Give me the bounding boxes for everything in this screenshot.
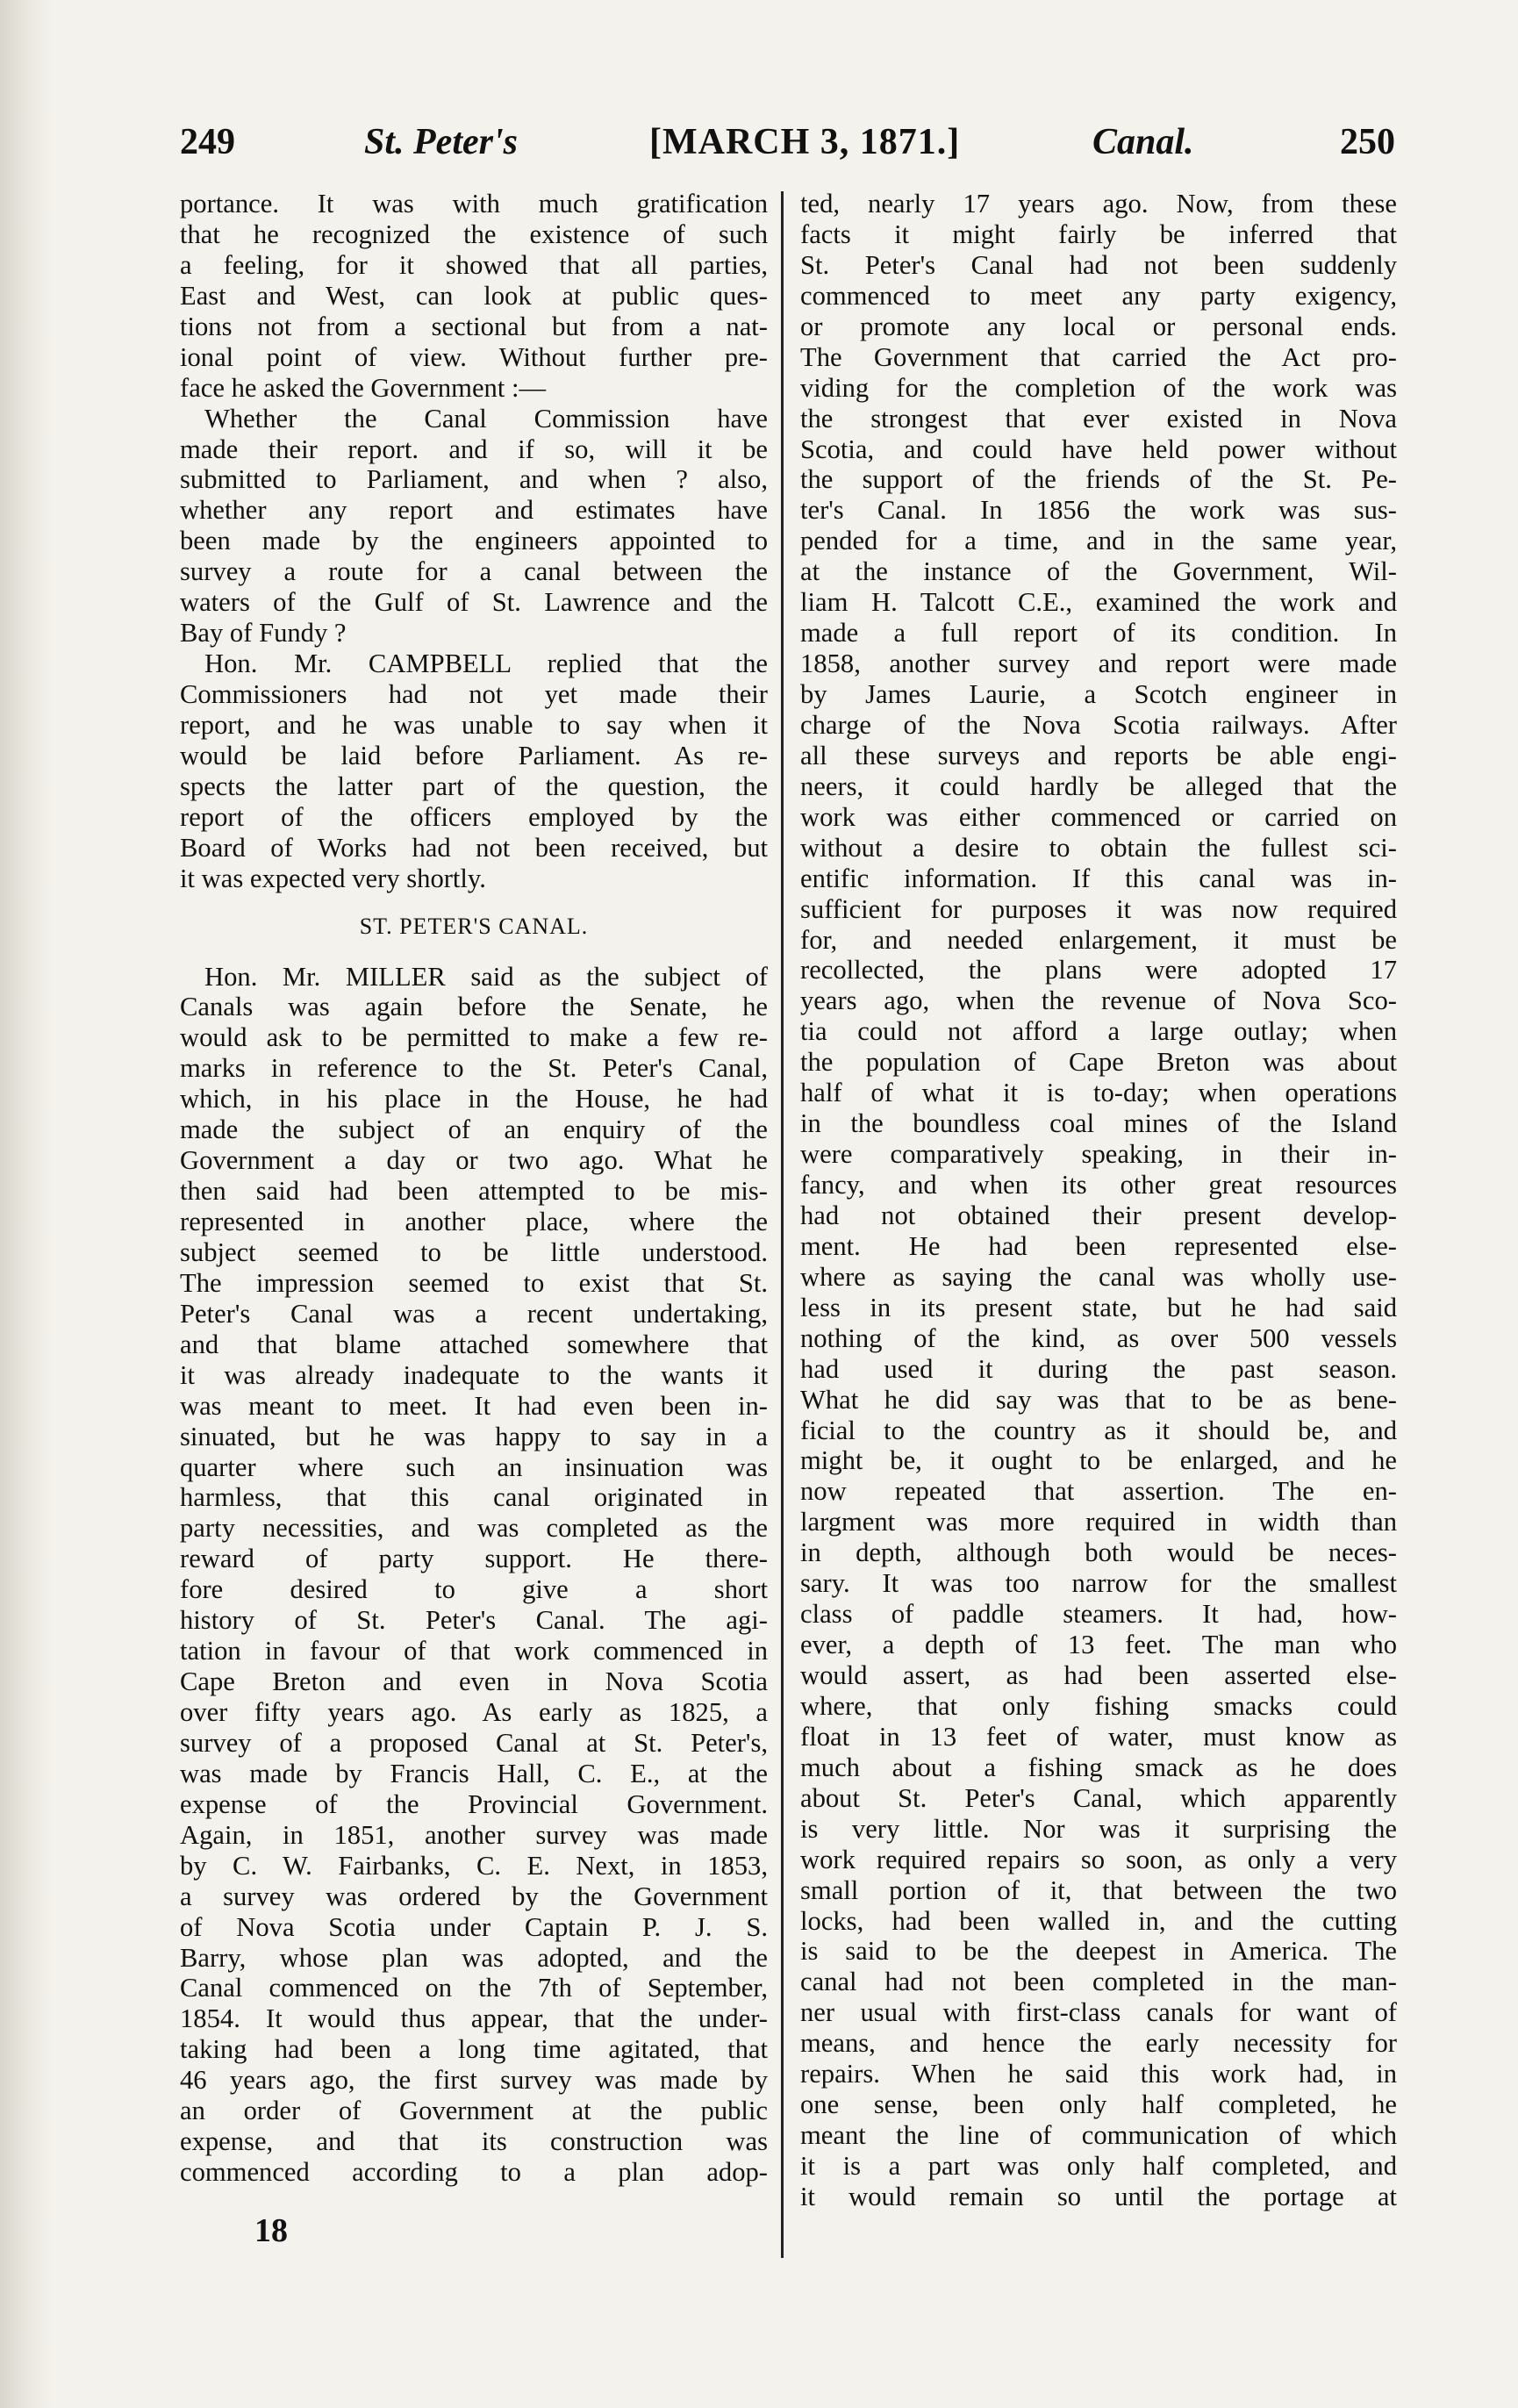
text-line: What he did say was that to be as bene- (800, 1384, 1397, 1415)
text-line: face he asked the Government :— (180, 372, 547, 403)
text-line: repairs. When he said this work had, in (800, 2059, 1397, 2089)
text-line: portance. It was with much gratification (180, 189, 768, 219)
text-line: about St. Peter's Canal, which apparently (800, 1782, 1397, 1813)
text-line: made a full report of its condition. In (800, 618, 1397, 649)
text-line: sinuated, but he was happy to say in a (180, 1421, 768, 1451)
text-line: reward of party support. He there- (180, 1544, 768, 1574)
text-line: 1858, another survey and report were made (800, 649, 1397, 679)
text-line: it was already inadequate to the wants it (180, 1359, 768, 1390)
text-line: survey a route for a canal between the (180, 556, 768, 587)
text-line: small portion of it, that between the two (800, 1874, 1397, 1905)
text-line: which, in his place in the House, he had (180, 1084, 768, 1114)
text-line: work required repairs so soon, as only a very (800, 1844, 1397, 1874)
text-line: in depth, although both would be neces- (800, 1537, 1397, 1568)
text-line: expense of the Provincial Government. (180, 1788, 768, 1819)
text-line: canal had not been completed in the man- (800, 1967, 1397, 1997)
text-line: float in 13 feet of water, must know as (800, 1721, 1397, 1752)
text-line: tia could not afford a large outlay; when (800, 1016, 1397, 1047)
text-line: East and West, can look at public ques- (180, 280, 768, 311)
text-line: by James Laurie, a Scotch engineer in (800, 679, 1397, 709)
text-line: were comparatively speaking, in their in- (800, 1139, 1397, 1170)
text-line: and that blame attached somewhere that (180, 1329, 768, 1359)
running-date: [MARCH 3, 1871.] (649, 122, 961, 162)
text-line: liam H. Talcott C.E., examined the work and (800, 587, 1397, 618)
text-line: where as saying the canal was wholly use- (800, 1261, 1397, 1292)
text-line: The impression seemed to exist that St. (180, 1267, 768, 1298)
text-line: waters of the Gulf of St. Lawrence and the (180, 587, 768, 618)
text-line: sufficient for purposes it was now required (800, 893, 1397, 924)
page-header (180, 121, 1395, 183)
page-number-right: 250 (1340, 122, 1395, 162)
text-line: half of what it is to-day; when operations (800, 1078, 1397, 1108)
text-line: without a desire to obtain the fullest sci- (800, 832, 1397, 863)
text-line: survey of a proposed Canal at St. Peter's, (180, 1727, 768, 1758)
text-line: largment was more required in width than (800, 1507, 1397, 1537)
text-line: submitted to Parliament, and when ? also, (180, 464, 768, 495)
text-line: ment. He had been represented else- (800, 1230, 1397, 1261)
text-line: was meant to meet. It had even been in- (180, 1390, 768, 1421)
text-line: a survey was ordered by the Government (180, 1881, 768, 1911)
text-line: ted, nearly 17 years ago. Now, from these (800, 189, 1397, 219)
paragraph-campbell-reply (180, 649, 768, 894)
text-line: all these surveys and reports be able engi- (800, 740, 1397, 770)
text-line: it would remain so until the portage at (800, 2181, 1397, 2211)
text-line: commenced according to a plan adop- (180, 2157, 768, 2188)
text-line: had not obtained their present develop- (800, 1200, 1397, 1230)
text-line: at the instance of the Government, Wil- (800, 556, 1397, 587)
text-line: ional point of view. Without further pre- (180, 341, 768, 372)
running-title-right: Canal. (1092, 122, 1194, 162)
text-line: would be laid before Parliament. As re- (180, 740, 768, 770)
text-line: less in its present state, but he had said (800, 1292, 1397, 1322)
text-line: or promote any local or personal ends. (800, 311, 1397, 341)
text-line: Board of Works had not been received, but (180, 832, 768, 863)
text-line: is very little. Nor was it surprising the (800, 1813, 1397, 1844)
text-line: taking had been a long time agitated, that (180, 2034, 768, 2065)
text-line: of Nova Scotia under Captain P. J. S. (180, 1911, 768, 1942)
text-line: pended for a time, and in the same year, (800, 526, 1397, 556)
text-line: Cape Breton and even in Nova Scotia (180, 1666, 768, 1697)
text-line: tation in favour of that work commenced in (180, 1636, 768, 1666)
text-line: harmless, that this canal originated in (180, 1482, 768, 1513)
text-line: made the subject of an enquiry of the (180, 1114, 768, 1145)
text-line: report of the officers employed by the (180, 801, 768, 832)
text-line: Commissioners had not yet made their (180, 679, 768, 709)
text-line: Barry, whose plan was adopted, and the (180, 1942, 768, 1973)
text-line: 1854. It would thus appear, that the under- (180, 2003, 768, 2034)
text-line: entific information. If this canal was in- (800, 863, 1397, 893)
signature-mark: 18 (254, 2212, 288, 2249)
text-line: for, and needed enlargement, it must be (800, 924, 1397, 955)
running-title-left: St. Peter's (364, 122, 518, 162)
text-line: ficial to the country as it should be, and (800, 1415, 1397, 1445)
text-line: an order of Government at the public (180, 2096, 768, 2126)
text-line: Government a day or two ago. What he (180, 1145, 768, 1176)
text-line: The Government that carried the Act pro- (800, 341, 1397, 372)
text-line: nothing of the kind, as over 500 vessels (800, 1322, 1397, 1353)
text-line: is said to be the deepest in America. The (800, 1936, 1397, 1967)
text-line: by C. W. Fairbanks, C. E. Next, in 1853, (180, 1850, 768, 1881)
text-line: fore desired to give a short (180, 1574, 768, 1605)
text-line: represented in another place, where the (180, 1207, 768, 1236)
text-line: the support of the friends of the St. Pe- (800, 464, 1397, 495)
text-line: fancy, and when its other great resources (800, 1170, 1397, 1200)
text-line: been made by the engineers appointed to (180, 526, 768, 556)
text-line: spects the latter part of the question, the (180, 770, 768, 801)
text-line: viding for the completion of the work was (800, 372, 1397, 403)
text-line: ner usual with first-class canals for want of (800, 1997, 1397, 2028)
text-line: facts it might fairly be inferred that (800, 219, 1397, 249)
text-line: commenced to meet any party exigency, (800, 280, 1397, 311)
text-line: ter's Canal. In 1856 the work was sus- (800, 495, 1397, 526)
text-line: was made by Francis Hall, C. E., at the (180, 1758, 768, 1788)
paragraph-continued (800, 189, 1397, 2212)
text-line: would assert, as had been asserted else- (800, 1660, 1397, 1690)
text-line: subject seemed to be little understood. (180, 1236, 768, 1267)
text-line: history of St. Peter's Canal. The agi- (180, 1605, 768, 1636)
text-line: a feeling, for it showed that all parties, (180, 249, 768, 280)
scan-edge-shadow (0, 0, 53, 2408)
text-line: had used it during the past season. (800, 1353, 1397, 1384)
right-column (800, 189, 1397, 2212)
text-line: Peter's Canal was a recent undertaking, (180, 1298, 768, 1329)
text-line: one sense, been only half completed, he (800, 2089, 1397, 2120)
text-line: over fifty years ago. As early as 1825, a (180, 1697, 768, 1727)
text-line: that he recognized the existence of such (180, 219, 768, 249)
text-line: Canal commenced on the 7th of September, (180, 1973, 768, 2003)
text-line: Bay of Fundy ? (180, 618, 347, 649)
text-line: it is a part was only half completed, and (800, 2151, 1397, 2181)
left-column (180, 189, 768, 2188)
text-line: work was either commenced or carried on (800, 801, 1397, 832)
text-line: report, and he was unable to say when it (180, 709, 768, 740)
text-line: quarter where such an insinuation was (180, 1451, 768, 1482)
text-line: marks in reference to the St. Peter's Canal, (180, 1053, 768, 1084)
text-line: charge of the Nova Scotia railways. After (800, 709, 1397, 740)
text-line: might be, it ought to be enlarged, and he (800, 1445, 1397, 1476)
text-line: St. Peter's Canal had not been suddenly (800, 249, 1397, 280)
text-line: class of paddle steamers. It had, how- (800, 1599, 1397, 1630)
text-line: the population of Cape Breton was about (800, 1047, 1397, 1078)
paragraph-portance (180, 189, 768, 404)
text-line: recollected, the plans were adopted 17 (800, 955, 1397, 985)
text-line: Canals was again before the Senate, he (180, 992, 768, 1022)
text-line: years ago, when the revenue of Nova Sco- (800, 985, 1397, 1016)
page-number-left: 249 (180, 122, 235, 162)
text-line: sary. It was too narrow for the smallest (800, 1568, 1397, 1599)
text-line: Whether the Canal Commission have (204, 403, 768, 434)
text-line: would ask to be permitted to make a few re- (180, 1022, 768, 1053)
text-line: where, that only fishing smacks could (800, 1690, 1397, 1721)
text-line: now repeated that assertion. The en- (800, 1476, 1397, 1507)
text-line: neers, it could hardly be alleged that the (800, 770, 1397, 801)
text-line: 46 years ago, the first survey was made by (180, 2065, 768, 2096)
text-line: Scotia, and could have held power without (800, 434, 1397, 464)
text-line: made their report. and if so, will it be (180, 434, 768, 464)
text-line: means, and hence the early necessity for (800, 2028, 1397, 2059)
paragraph-question (180, 404, 768, 649)
text-line: party necessities, and was completed as the (180, 1513, 768, 1544)
paragraph-miller (180, 962, 768, 2189)
text-line: Hon. Mr. CAMPBELL replied that the (204, 649, 768, 679)
text-line: Hon. Mr. MILLER said as the subject of (204, 961, 768, 992)
text-line: much about a fishing smack as he does (800, 1752, 1397, 1782)
text-line: whether any report and estimates have (180, 495, 768, 526)
text-line: in the boundless coal mines of the Island (800, 1108, 1397, 1139)
text-line: expense, and that its construction was (180, 2126, 768, 2157)
text-line: then said had been attempted to be mis- (180, 1176, 768, 1207)
text-line: the strongest that ever existed in Nova (800, 403, 1397, 434)
text-line: meant the line of communication of which (800, 2120, 1397, 2151)
text-line: tions not from a sectional but from a nat- (180, 311, 768, 341)
text-line: Again, in 1851, another survey was made (180, 1819, 768, 1850)
section-heading: ST. PETER'S CANAL. (359, 913, 589, 939)
column-rule (781, 191, 784, 2258)
text-line: ever, a depth of 13 feet. The man who (800, 1630, 1397, 1660)
text-line: locks, had been walled in, and the cutting (800, 1905, 1397, 1936)
text-line: it was expected very shortly. (180, 863, 486, 893)
